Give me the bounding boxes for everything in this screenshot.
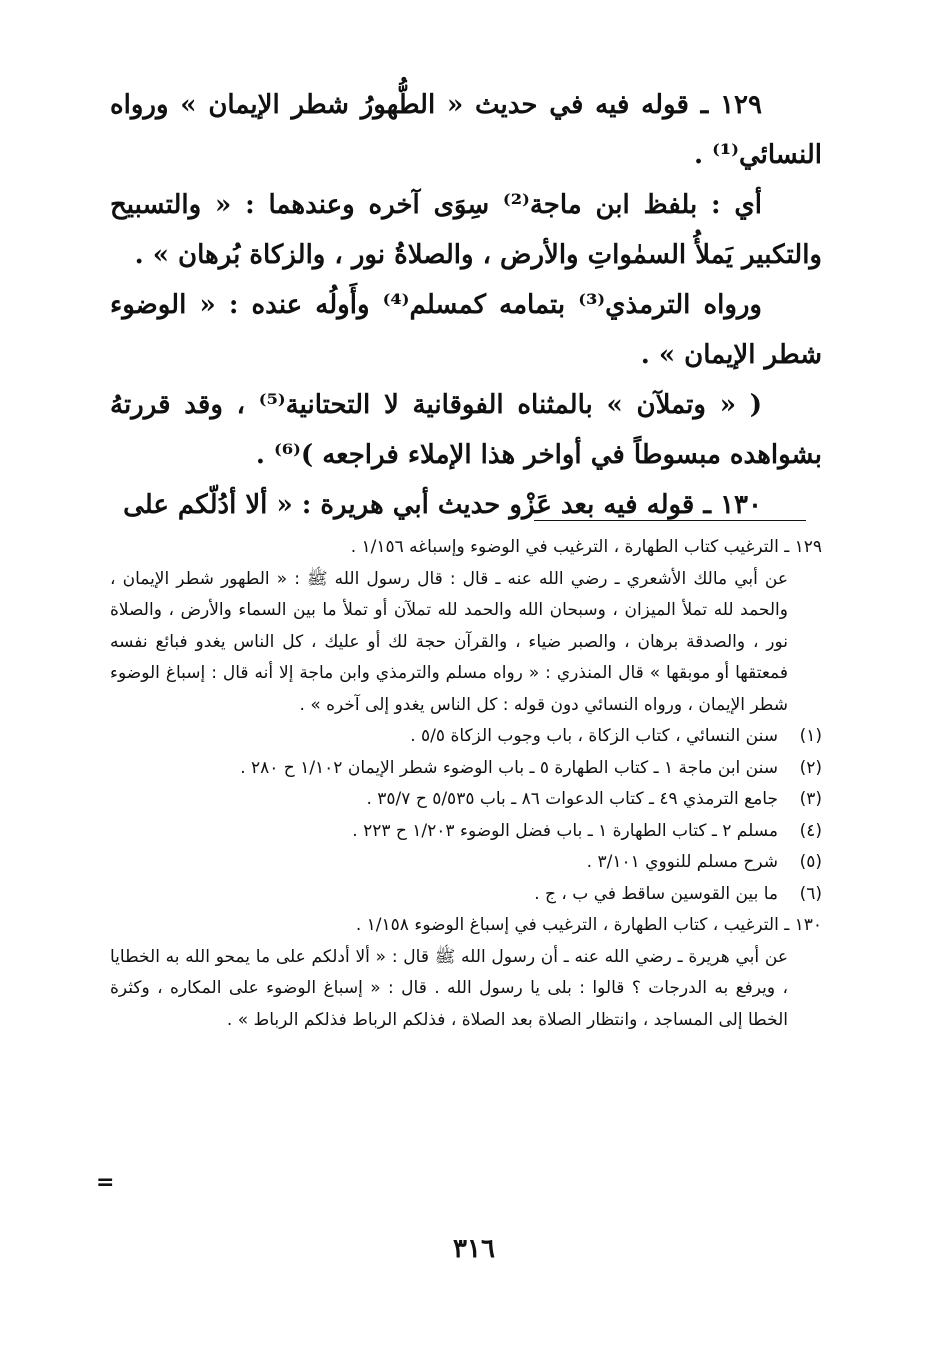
paragraph-tirmidhi: ورواه الترمذي⁽³⁾ بتمامه كمسلم⁽⁴⁾ وأَولُه عنده : « الوضوء شطر الإيمان » .: [110, 290, 822, 370]
note-129-heading: ١٢٩ ـ الترغيب كتاب الطهارة ، الترغيب في الوضوء وإسباغه ١/١٥٦ .: [350, 537, 822, 557]
paragraph-ibn-majah: أي : بلفظ ابن ماجة⁽²⁾ سِوَى آخره وعندهما : « والتسبيح والتكبير يَملأُ السمٰواتِ والأرض ، والصلاةُ نور ، والزكاة بُرهان » .: [110, 190, 822, 270]
note-130-body: عن أبي هريرة ـ رضي الله عنه ـ أن رسول الله ﷺ قال : « ألا أدلكم على ما يمحو الله به الخطايا ، ويرفع به الدرجات ؟ قالوا : بلى يا رسول الله . قال : « إسباغ الوضوء على المكاره ، وكثرة الخطا إلى المساجد ، وانتظار الصلاة بعد الصلاة ، فذلكم الرباط فذلكم الرباط » .: [110, 946, 788, 1030]
footnote-number: (٢): [799, 757, 822, 778]
footnote-text: ما بين القوسين ساقط في ب ، ج .: [534, 883, 778, 904]
note-129-body: عن أبي مالك الأشعري ـ رضي الله عنه ـ قال : قال رسول الله ﷺ : « الطهور شطر الإيمان ، والحمد لله تملأ الميزان ، وسبحان الله والحمد لله تملآن أو تملأ ما بين السماء والأرض ، والصلاة نور ، والصدقة برهان ، والصبر ضياء ، والقرآن حجة لك أو عليك ، كل الناس يغدو فبائع نفسه فمعتقها أو موبقها » قال المنذري : « رواه مسلم والترمذي وابن ماجة إلا أنه قال : إسباغ الوضوء شطر الإيمان ، ورواه النسائي دون قوله : كل الناس يغدو إلى آخره » .: [110, 568, 788, 715]
footnote-2: [110, 753, 822, 785]
continuation-mark: =: [96, 1170, 115, 1195]
footnote-number: (٤): [799, 820, 822, 841]
page-number: ٣١٦: [453, 1234, 495, 1264]
main-text: [110, 80, 822, 530]
footnote-6: [110, 879, 822, 911]
note-130: [110, 910, 822, 1036]
footnote-text: سنن ابن ماجة ١ ـ كتاب الطهارة ٥ ـ باب الوضوء شطر الإيمان ١/١٠٢ ح ٢٨٠ .: [240, 757, 778, 778]
note-130-heading: ١٣٠ ـ الترغيب ، كتاب الطهارة ، الترغيب في إسباغ الوضوء ١/١٥٨ .: [355, 915, 822, 935]
footnote-number: (٥): [799, 852, 822, 872]
note-129: [110, 532, 822, 721]
footnote-3: [110, 784, 822, 816]
footnote-text: جامع الترمذي ٤٩ ـ كتاب الدعوات ٨٦ ـ باب ٥/٥٣٥ ح ٣٥/٧ .: [366, 789, 778, 809]
paragraph-130: ١٣٠ ـ قوله فيه بعد عَزْو حديث أبي هريرة : « ألا أدُلّكم على: [123, 490, 762, 520]
footnote-text: مسلم ٢ ـ كتاب الطهارة ١ ـ باب فضل الوضوء ١/٢٠٣ ح ٢٢٣ .: [352, 820, 778, 841]
footnote-text: سنن النسائي ، كتاب الزكاة ، باب وجوب الزكاة ٥/٥ .: [410, 726, 778, 746]
footnote-separator: [534, 520, 806, 521]
paragraph-tamla-an: ( « وتملآن » بالمثناه الفوقانية لا التحتانية⁽⁵⁾ ، وقد قررتهُ بشواهده مبسوطاً في أواخر هذا الإملاء فراجعه )⁽⁶⁾ .: [110, 390, 822, 470]
footnote-1: [110, 721, 822, 753]
paragraph-129: ١٢٩ ـ قوله فيه في حديث « الطُّهورُ شطر الإيمان » ورواه النسائي⁽¹⁾ .: [110, 90, 822, 170]
footnote-number: (٣): [799, 789, 822, 809]
footnotes-section: [110, 532, 822, 1036]
footnote-5: [110, 847, 822, 879]
footnote-4: [110, 816, 822, 848]
footnote-text: شرح مسلم للنووي ٣/١٠١ .: [586, 852, 778, 872]
footnote-number: (٦): [799, 883, 822, 904]
footnote-number: (١): [799, 726, 822, 746]
